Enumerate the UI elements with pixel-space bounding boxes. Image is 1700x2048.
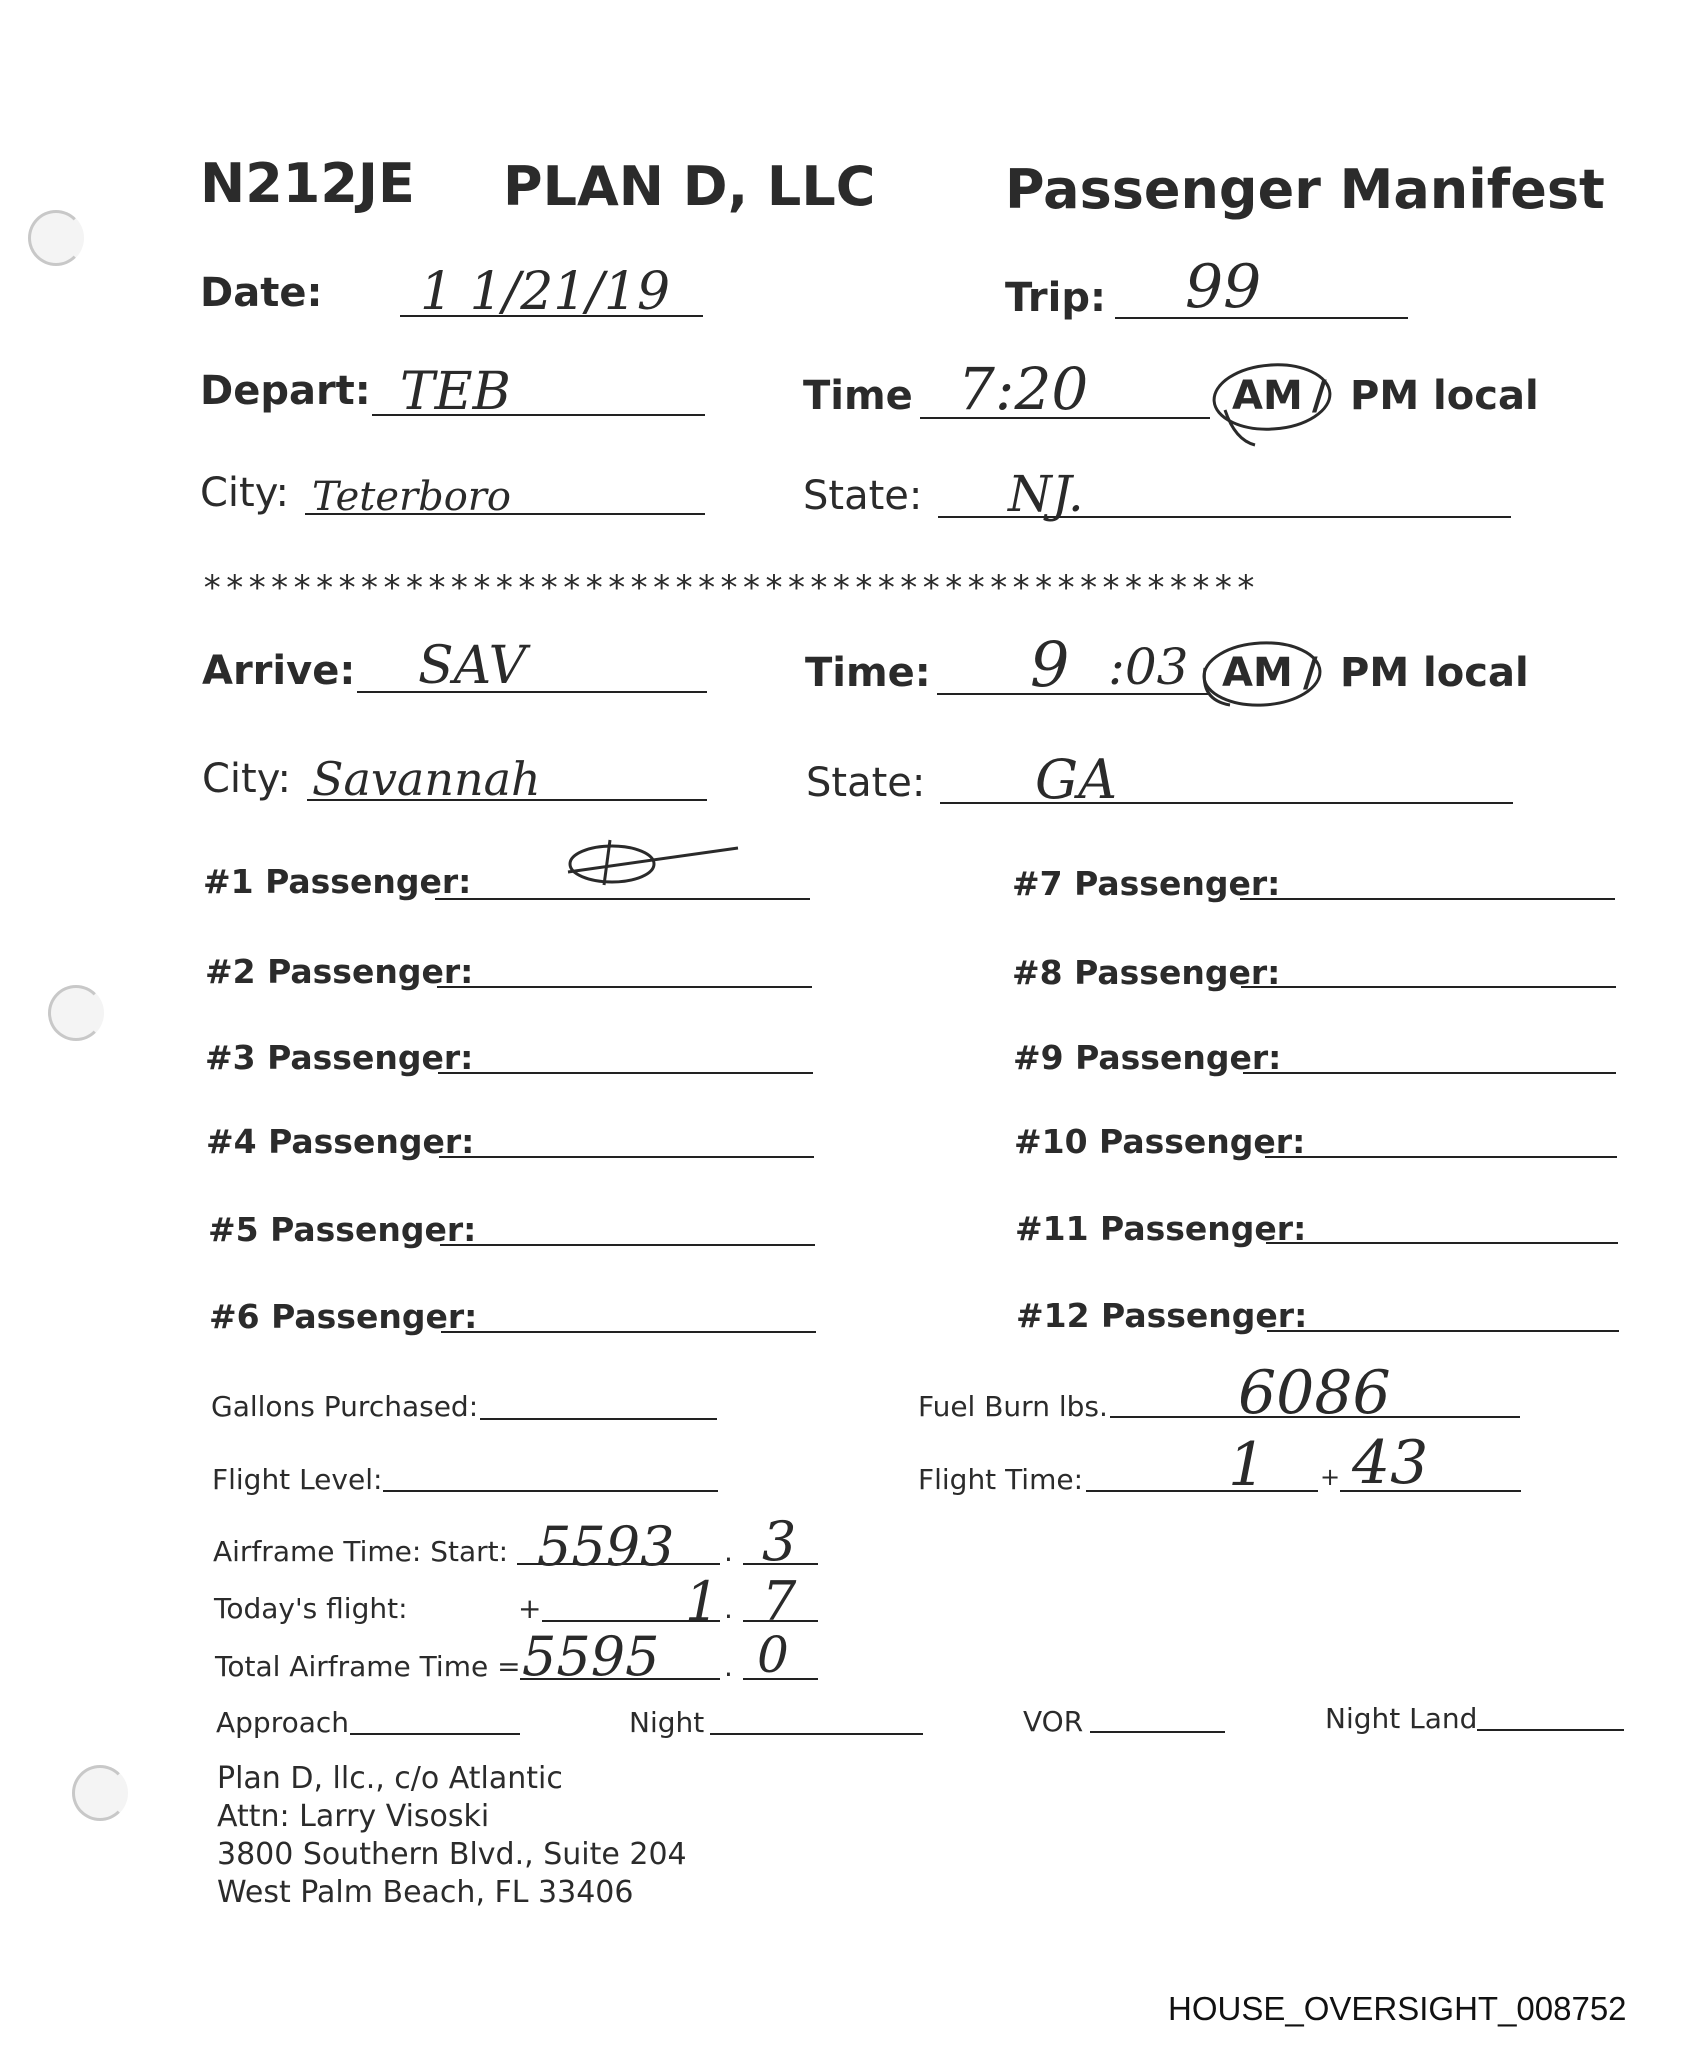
arrive-pm-local: PM local xyxy=(1340,650,1529,696)
depart-value: TEB xyxy=(400,362,511,422)
arrive-state-label: State: xyxy=(806,760,926,806)
passenger-12-label: #12 Passenger: xyxy=(1016,1296,1308,1335)
night-land-label: Night Land xyxy=(1325,1702,1478,1735)
passenger-8-label: #8 Passenger: xyxy=(1012,953,1281,992)
flight-time-plus: + xyxy=(1320,1463,1341,1491)
arrive-label: Arrive: xyxy=(202,648,356,694)
passenger-7-label: #7 Passenger: xyxy=(1012,864,1281,903)
passenger-1-mark xyxy=(570,846,654,882)
tail-number: N212JE xyxy=(200,152,415,215)
todays-flight-plus: + xyxy=(518,1592,542,1625)
airframe-start-label: Airframe Time: Start: xyxy=(213,1535,509,1568)
date-value: 1 1/21/19 xyxy=(420,262,671,322)
trip-label: Trip: xyxy=(1005,275,1106,321)
passenger-11-label: #11 Passenger: xyxy=(1015,1209,1307,1248)
date-label: Date: xyxy=(200,270,323,316)
arrive-city-value: Savannah xyxy=(312,752,541,806)
arrive-am-circle xyxy=(1202,640,1321,708)
fuel-burn-value: 6086 xyxy=(1238,1358,1391,1428)
arrive-value: SAV xyxy=(418,636,527,696)
airframe-start-tenth: 3 xyxy=(762,1510,797,1573)
arrive-state-value: GA xyxy=(1035,748,1118,811)
passenger-1-label: #1 Passenger: xyxy=(203,862,472,901)
passenger-2-label: #2 Passenger: xyxy=(205,952,474,991)
night-label: Night xyxy=(629,1706,705,1739)
address-line-4: West Palm Beach, FL 33406 xyxy=(217,1875,634,1910)
arrive-city-label: City: xyxy=(202,756,291,802)
arrive-time-minutes: :03 xyxy=(1108,638,1189,696)
depart-city-label: City: xyxy=(200,470,289,516)
passenger-9-label: #9 Passenger: xyxy=(1013,1038,1282,1077)
depart-state-value: NJ. xyxy=(1008,465,1084,523)
address-line-2: Attn: Larry Visoski xyxy=(217,1799,490,1834)
total-airframe-whole: 5595 xyxy=(522,1625,660,1688)
passenger-3-label: #3 Passenger: xyxy=(205,1038,474,1077)
todays-flight-label: Today's flight: xyxy=(214,1592,408,1625)
section-separator: *********************************************** xyxy=(202,568,1259,608)
passenger-10-label: #10 Passenger: xyxy=(1014,1122,1306,1161)
approach-label: Approach xyxy=(216,1706,350,1739)
total-airframe-label: Total Airframe Time = xyxy=(215,1650,521,1683)
depart-city-value: Teterboro xyxy=(312,474,512,520)
passenger-6-label: #6 Passenger: xyxy=(209,1297,478,1336)
depart-am: AM xyxy=(1232,373,1303,419)
arrive-time-hour: 9 xyxy=(1030,628,1070,701)
arrive-time-label: Time: xyxy=(805,650,931,696)
depart-time-label: Time xyxy=(803,373,913,419)
flight-time-hours: 1 xyxy=(1228,1430,1267,1500)
fuel-burn-label: Fuel Burn lbs. xyxy=(918,1390,1108,1423)
flight-time-label: Flight Time: xyxy=(918,1463,1084,1496)
depart-ampm-slash: / xyxy=(1312,373,1327,419)
passenger-4-label: #4 Passenger: xyxy=(206,1122,475,1161)
total-airframe-tenth: 0 xyxy=(757,1626,789,1684)
airframe-start-whole: 5593 xyxy=(537,1515,675,1578)
vor-label: VOR xyxy=(1023,1705,1084,1738)
address-line-1: Plan D, llc., c/o Atlantic xyxy=(217,1761,563,1796)
todays-flight-tenth: 7 xyxy=(762,1570,797,1633)
bates-number: HOUSE_OVERSIGHT_008752 xyxy=(1168,1990,1627,2027)
airframe-start-dot: . xyxy=(724,1535,733,1568)
todays-flight-dot: . xyxy=(724,1592,733,1625)
flight-level-label: Flight Level: xyxy=(212,1463,383,1496)
arrive-ampm-slash: / xyxy=(1303,650,1318,696)
flight-time-minutes: 43 xyxy=(1352,1428,1429,1498)
depart-pm-local: PM local xyxy=(1350,373,1539,419)
trip-value: 99 xyxy=(1185,252,1262,322)
address-line-3: 3800 Southern Blvd., Suite 204 xyxy=(217,1837,687,1872)
gallons-purchased-label: Gallons Purchased: xyxy=(211,1390,479,1423)
total-airframe-dot: . xyxy=(724,1650,733,1683)
depart-state-label: State: xyxy=(803,473,923,519)
passenger-5-label: #5 Passenger: xyxy=(208,1210,477,1249)
company-name: PLAN D, LLC xyxy=(503,155,876,218)
todays-flight-whole: 1 xyxy=(685,1570,720,1633)
depart-label: Depart: xyxy=(200,368,371,414)
depart-time-value: 7:20 xyxy=(958,355,1089,423)
form-title: Passenger Manifest xyxy=(1005,158,1605,221)
arrive-am: AM xyxy=(1222,650,1293,696)
